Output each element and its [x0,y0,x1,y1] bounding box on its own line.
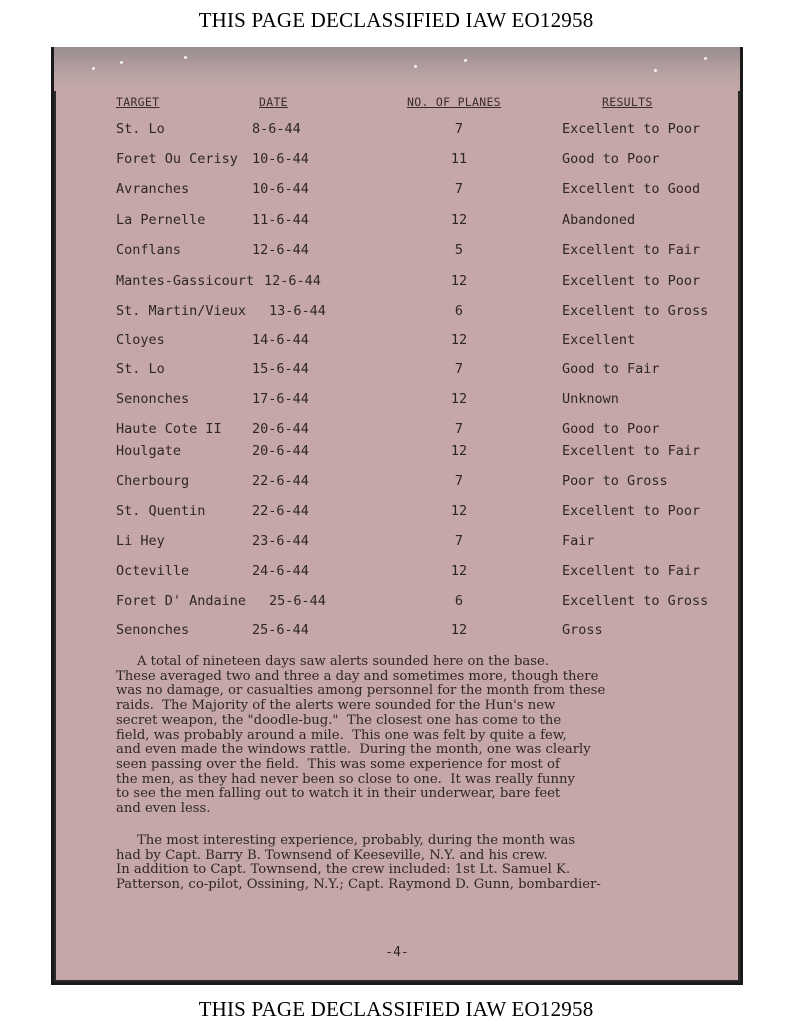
table-row [54,622,740,640]
text-line: was no damage, or casualties among personnel for the month from these [116,683,606,699]
result-cell: Poor to Gross [562,473,668,489]
scan-speck [184,56,187,59]
target-cell: Foret Ou Cerisy [116,151,238,167]
table-row [54,332,740,350]
date-cell: 10-6-44 [252,181,309,197]
planes-cell: 11 [450,151,468,167]
date-cell: 13-6-44 [269,303,326,319]
planes-cell: 12 [450,273,468,289]
text-line: seen passing over the field. This was some experience for most of [116,756,560,772]
date-cell: 15-6-44 [252,361,309,377]
target-cell: Conflans [116,242,182,258]
result-cell: Excellent to Fair [562,443,701,459]
planes-cell: 12 [450,332,468,348]
text-line: These averaged two and three a day and sometimes more, though there [116,668,599,684]
target-cell: Mantes-Gassicourt [116,273,255,289]
text-line: had by Capt. Barry B. Townsend of Keeseville, N.Y. and his crew. [116,847,548,863]
result-cell: Excellent to Gross [562,593,709,609]
planes-cell: 7 [454,361,464,377]
target-cell: St. Lo [116,121,165,137]
date-cell: 14-6-44 [252,332,309,348]
target-cell: Foret D' Andaine [116,593,247,609]
target-cell: Cherbourg [116,473,190,489]
target-cell: La Pernelle [116,212,206,228]
text-line: and even made the windows rattle. During the month, one was clearly [116,742,591,758]
scan-edge-shading [54,47,740,91]
date-cell: 20-6-44 [252,443,309,459]
column-header-planes: NO. OF PLANES [407,95,501,109]
result-cell: Unknown [562,391,619,407]
result-cell: Gross [562,622,603,638]
date-cell: 11-6-44 [252,212,309,228]
planes-cell: 12 [450,212,468,228]
result-cell: Excellent to Poor [562,503,701,519]
text-line: In addition to Capt. Townsend, the crew included: 1st Lt. Samuel K. [116,862,571,878]
result-cell: Fair [562,533,595,549]
planes-cell: 7 [454,533,464,549]
date-cell: 17-6-44 [252,391,309,407]
target-cell: Houlgate [116,443,182,459]
table-row [54,391,740,409]
table-row [54,361,740,379]
text-line: secret weapon, the "doodle-bug." The closest one has come to the [116,712,562,728]
table-row [54,473,740,491]
date-cell: 12-6-44 [252,242,309,258]
table-row [54,563,740,581]
planes-cell: 12 [450,503,468,519]
townsend-paragraph [116,834,726,893]
table-row [54,593,740,611]
target-cell: Avranches [116,181,190,197]
date-cell: 12-6-44 [264,273,321,289]
date-cell: 25-6-44 [252,622,309,638]
scan-speck [92,67,95,70]
result-cell: Excellent to Fair [562,242,701,258]
planes-cell: 7 [454,181,464,197]
document-page [51,47,743,985]
result-cell: Excellent to Gross [562,303,709,319]
date-cell: 24-6-44 [252,563,309,579]
result-cell: Good to Poor [562,151,660,167]
text-line: raids. The Majority of the alerts were sounded for the Hun's new [116,698,556,714]
column-header-results: RESULTS [602,95,653,109]
page-number: -4- [385,945,409,960]
date-cell: 23-6-44 [252,533,309,549]
target-cell: Haute Cote II [116,421,222,437]
text-line: A total of nineteen days saw alerts sounded here on the base. [116,654,550,669]
declassification-banner-bottom: THIS PAGE DECLASSIFIED IAW EO12958 [198,997,594,1021]
result-cell: Excellent to Good [562,181,701,197]
text-line: the men, as they had never been so close to one. It was really funny [116,771,575,787]
date-cell: 25-6-44 [269,593,326,609]
scan-speck [464,59,467,62]
column-header-target: TARGET [116,95,160,109]
table-row [54,181,740,199]
table-row [54,503,740,521]
result-cell: Excellent to Poor [562,273,701,289]
result-cell: Excellent to Fair [562,563,701,579]
result-cell: Good to Fair [562,361,660,377]
target-cell: Li Hey [116,533,165,549]
table-row [54,303,740,321]
result-cell: Abandoned [562,212,636,228]
planes-cell: 12 [450,622,468,638]
table-row [54,121,740,139]
table-row [54,533,740,551]
planes-cell: 6 [454,303,464,319]
target-cell: St. Lo [116,361,165,377]
text-line: and even less. [116,801,211,817]
scan-speck [414,65,417,68]
table-row [54,421,740,439]
result-cell: Excellent to Poor [562,121,701,137]
date-cell: 20-6-44 [252,421,309,437]
result-cell: Good to Poor [562,421,660,437]
table-row [54,443,740,461]
text-line: field, was probably around a mile. This one was felt by quite a few, [116,727,567,743]
date-cell: 10-6-44 [252,151,309,167]
scan-speck [704,57,707,60]
table-row [54,212,740,230]
scan-speck [654,69,657,72]
planes-cell: 7 [454,121,464,137]
target-cell: Octeville [116,563,190,579]
text-line: to see the men falling out to watch it in their underwear, bare feet [116,786,561,802]
planes-cell: 6 [454,593,464,609]
planes-cell: 12 [450,443,468,459]
alerts-paragraph [116,655,726,817]
table-row [54,151,740,169]
target-cell: Cloyes [116,332,165,348]
scan-speck [120,61,123,64]
target-cell: Senonches [116,622,190,638]
planes-cell: 5 [454,242,464,258]
table-row [54,242,740,260]
date-cell: 22-6-44 [252,473,309,489]
date-cell: 22-6-44 [252,503,309,519]
result-cell: Excellent [562,332,636,348]
planes-cell: 7 [454,421,464,437]
column-header-date: DATE [259,95,288,109]
date-cell: 8-6-44 [252,121,301,137]
text-line: The most interesting experience, probably, during the month was [116,833,576,848]
planes-cell: 12 [450,391,468,407]
target-cell: Senonches [116,391,190,407]
target-cell: St. Martin/Vieux [116,303,247,319]
table-row [54,273,740,291]
text-line: Patterson, co-pilot, Ossining, N.Y.; Capt. Raymond D. Gunn, bombardier- [116,877,601,893]
planes-cell: 12 [450,563,468,579]
declassification-banner-top: THIS PAGE DECLASSIFIED IAW EO12958 [198,8,594,32]
target-cell: St. Quentin [116,503,206,519]
planes-cell: 7 [454,473,464,489]
